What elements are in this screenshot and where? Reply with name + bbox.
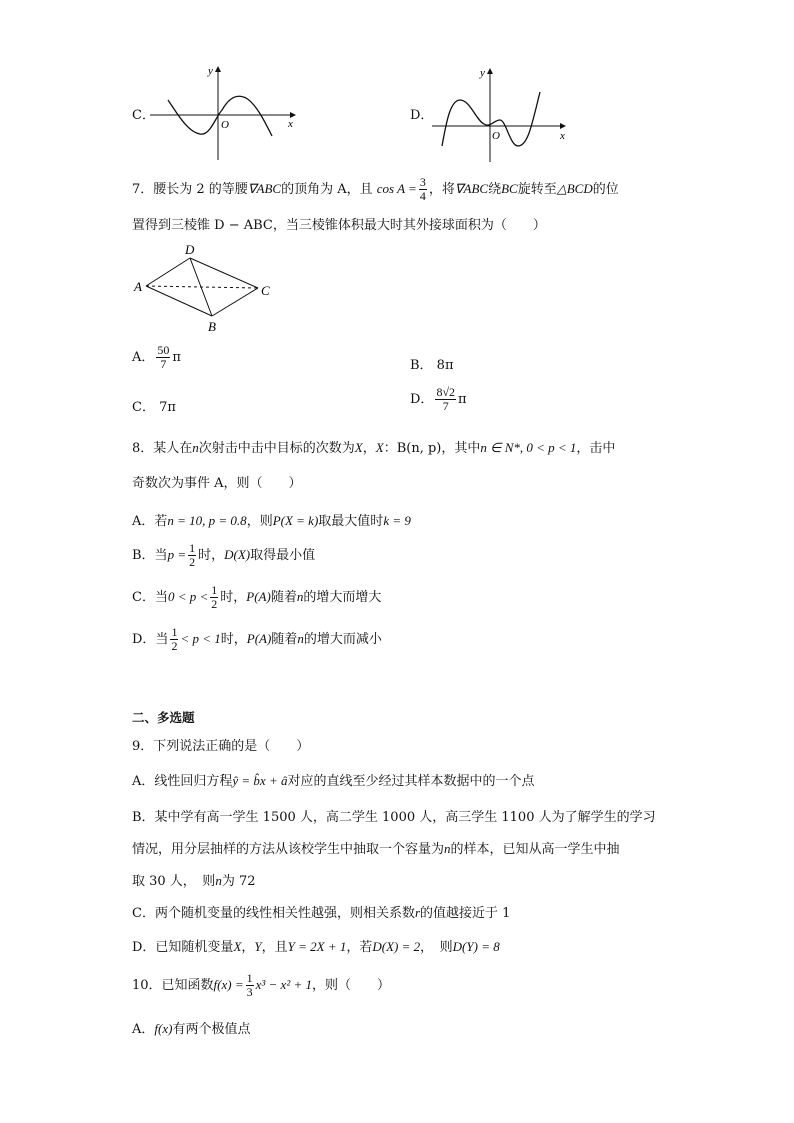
q7-text-c: ，将 <box>428 182 455 197</box>
q9-c-r: r <box>414 905 421 920</box>
q7-tri-bcd: △BCD <box>556 181 593 196</box>
q7-text-f: 的位 <box>592 182 619 197</box>
q9-option-b-line3 <box>132 870 256 889</box>
q8-option-a <box>132 510 411 529</box>
q8-text-b: 次射击中击中目标的次数为 <box>198 441 355 456</box>
q6-c-origin: O <box>221 119 229 131</box>
q8-b-fraction <box>188 542 196 569</box>
q9-c-post: 的值越接近于 1 <box>420 906 511 921</box>
q8-c-num: 1 <box>211 583 218 597</box>
q7-option-a <box>132 344 181 371</box>
q7-fig-d: D <box>185 242 195 257</box>
q9-b-line3-a: 取 30 人， 则 <box>132 874 216 889</box>
q8-text-a: 8．某人在 <box>132 441 193 456</box>
q9-d-dx: D(X) = 2 <box>372 939 421 954</box>
q9-d-mid4: ， 则 <box>420 940 453 955</box>
q8-d-fraction <box>170 626 178 653</box>
q8-d-den: 2 <box>171 639 178 653</box>
q7-cos-expr: cos A = <box>376 181 417 196</box>
q8-d-n: n <box>297 631 304 646</box>
q8-b-pre: B．当 <box>132 548 168 563</box>
q7-text-b: 的顶角为 A，且 <box>281 182 373 197</box>
q6-option-c-graph <box>150 60 300 162</box>
q9-option-b-line1: B．某中学有高一学生 1500 人，高二学生 1000 人，高三学生 1100 人为了解学生的学习 <box>132 810 656 825</box>
q8-d-expr: P(A) <box>246 631 272 646</box>
q10-den: 3 <box>246 985 253 999</box>
q7-opt-a-tail: π <box>172 350 181 365</box>
q8-b-den: 2 <box>189 555 196 569</box>
section-title: 二、多选题 <box>132 710 195 725</box>
q7-option-d <box>410 386 467 413</box>
q9-option-a <box>132 770 535 789</box>
q9-option-b-line2 <box>132 838 620 857</box>
q9-d-mid2: ，且 <box>261 940 288 955</box>
q10-stem <box>132 972 390 999</box>
q8-c-post1: 随着 <box>270 590 297 605</box>
q8-text-d: ：B(n, p)，其中 <box>383 441 481 456</box>
q8-c-post2: 的增大而增大 <box>303 590 382 605</box>
q7-line2: 置得到三棱锥 D − ABC，当三棱锥体积最大时其外接球面积为（ ） <box>132 218 546 233</box>
q8-d-post2: 的增大而减小 <box>303 632 382 647</box>
q9-a-eq: ŷ = b̂x + â <box>232 773 288 788</box>
q6-option-d-label: D． <box>410 108 434 123</box>
q8-b-expr: D(X) <box>224 547 251 562</box>
q8-c-left: 0 < p < <box>167 589 209 604</box>
q9-b-n2: n <box>215 873 222 888</box>
q9-a-post: 对应的直线至少经过其样本数据中的一个点 <box>287 774 535 789</box>
q9-d-rel: Y = 2X + 1 <box>287 939 347 954</box>
q10-tail: x³ − x² + 1 <box>255 977 312 992</box>
q9-d-y: Y <box>254 939 262 954</box>
q8-text-e: ，击中 <box>576 441 616 456</box>
q7-tri-abc-2: ∇ABC <box>454 181 489 196</box>
q8-c-expr: P(A) <box>246 589 271 604</box>
q8-x: X <box>354 440 363 455</box>
q7-opt-d-tail: π <box>458 392 467 407</box>
q6-option-d-graph <box>432 62 577 164</box>
q8-a-mid: ，则 <box>246 514 273 529</box>
q8-a-cond: n = 10, p = 0.8 <box>167 513 247 528</box>
q8-c-pre: C．当 <box>132 590 168 605</box>
q9-b-line3-b: 为 72 <box>221 874 256 889</box>
q8-option-b <box>132 542 315 569</box>
q7-bc: BC <box>501 181 518 196</box>
q7-opt-a-num: 50 <box>157 343 170 357</box>
q10-fx: f(x) = <box>213 977 244 992</box>
q10-fraction <box>246 972 254 999</box>
q10-option-a <box>132 1018 250 1037</box>
q8-line2: 奇数次为事件 A，则（ ） <box>132 476 302 491</box>
q8-c-n: n <box>296 589 304 604</box>
q10-a-pre: A． <box>132 1022 155 1037</box>
q8-d-num: 1 <box>171 625 178 639</box>
q7-tetrahedron-figure <box>130 240 280 335</box>
q7-opt-a-label: A． <box>132 350 155 365</box>
q7-text-e: 旋转至 <box>517 182 557 197</box>
q7-opt-a-fraction <box>156 344 170 371</box>
q8-x-2: X <box>375 440 384 455</box>
q7-option-c: C． 7π <box>132 400 176 415</box>
q10-post: ，则（ ） <box>312 978 391 993</box>
q8-a-expr: P(X = k) <box>272 513 319 528</box>
q6-d-origin: O <box>492 130 500 142</box>
q6-d-axis-x: x <box>560 130 565 142</box>
q9-d-mid3: ，若 <box>346 940 373 955</box>
q9-d-mid1: ， <box>241 940 255 955</box>
q8-cond: n ∈ N*, 0 < p < 1 <box>480 440 577 455</box>
q8-c-fraction <box>210 584 218 611</box>
q7-fig-a: A <box>134 279 142 294</box>
q6-c-axis-x: x <box>288 118 293 130</box>
q10-num: 1 <box>246 971 253 985</box>
q8-d-mid: 时， <box>220 632 247 647</box>
q7-tri-abc: ∇ABC <box>247 181 282 196</box>
q8-n: n <box>192 440 199 455</box>
q9-stem: 9．下列说法正确的是（ ） <box>132 739 310 754</box>
q8-a-k: k = 9 <box>383 513 411 528</box>
q7-opt-a-den: 7 <box>160 357 167 371</box>
q7-cos-fraction <box>419 176 427 203</box>
q8-d-pre: D．当 <box>132 632 169 647</box>
q7-text-d: 绕 <box>488 182 502 197</box>
q9-a-pre: A．线性回归方程 <box>132 774 233 789</box>
q10-a-post: 有两个极值点 <box>172 1022 251 1037</box>
q6-d-axis-y: y <box>480 67 485 79</box>
q7-cos-den: 4 <box>419 189 426 203</box>
q8-b-p: p = <box>167 547 187 562</box>
q10-pre: 10．已知函数 <box>132 978 214 993</box>
q6-option-c-label: C． <box>132 108 155 123</box>
q8-c-den: 2 <box>211 597 218 611</box>
q9-d-x: X <box>233 939 242 954</box>
q7-opt-d-num: 8√2 <box>436 385 456 399</box>
q8-a-pre: A．若 <box>132 514 168 529</box>
q7-text-a: 7．腰长为 2 的等腰 <box>132 182 248 197</box>
q9-d-pre: D．已知随机变量 <box>132 940 234 955</box>
q8-option-c <box>132 584 381 611</box>
q8-d-right: < p < 1 <box>180 631 221 646</box>
q7-fig-c: C <box>261 283 270 298</box>
q8-option-d <box>132 626 382 653</box>
q9-d-dy: D(Y) = 8 <box>452 939 500 954</box>
q9-option-d <box>132 936 500 955</box>
q8-b-post: 取得最小值 <box>250 548 316 563</box>
q9-b-line2-b: 的样本，已知从高一学生中抽 <box>450 842 620 857</box>
q9-c-pre: C．两个随机变量的线性相关性越强，则相关系数 <box>132 906 415 921</box>
q7-opt-d-label: D． <box>410 392 434 407</box>
q8-c-mid: 时， <box>220 590 247 605</box>
q7-fig-b: B <box>208 319 216 334</box>
q7-opt-d-fraction <box>435 386 456 413</box>
q6-c-axis-y: y <box>208 65 213 77</box>
q8-a-post: 取最大值时 <box>318 514 384 529</box>
q9-b-n: n <box>444 841 451 856</box>
q7-line1 <box>132 176 619 203</box>
q9-b-line2-a: 情况，用分层抽样的方法从该校学生中抽取一个容量为 <box>132 842 445 857</box>
q9-option-c <box>132 902 510 921</box>
q7-opt-d-den: 7 <box>442 399 449 413</box>
q8-d-post1: 随着 <box>271 632 298 647</box>
q10-a-fx: f(x) <box>154 1021 173 1036</box>
q8-text-c: ， <box>362 441 376 456</box>
q7-option-b: B． 8π <box>410 358 454 373</box>
q8-line1 <box>132 437 615 456</box>
q8-b-mid: 时， <box>198 548 225 563</box>
q8-b-num: 1 <box>189 541 196 555</box>
q7-cos-num: 3 <box>419 175 426 189</box>
